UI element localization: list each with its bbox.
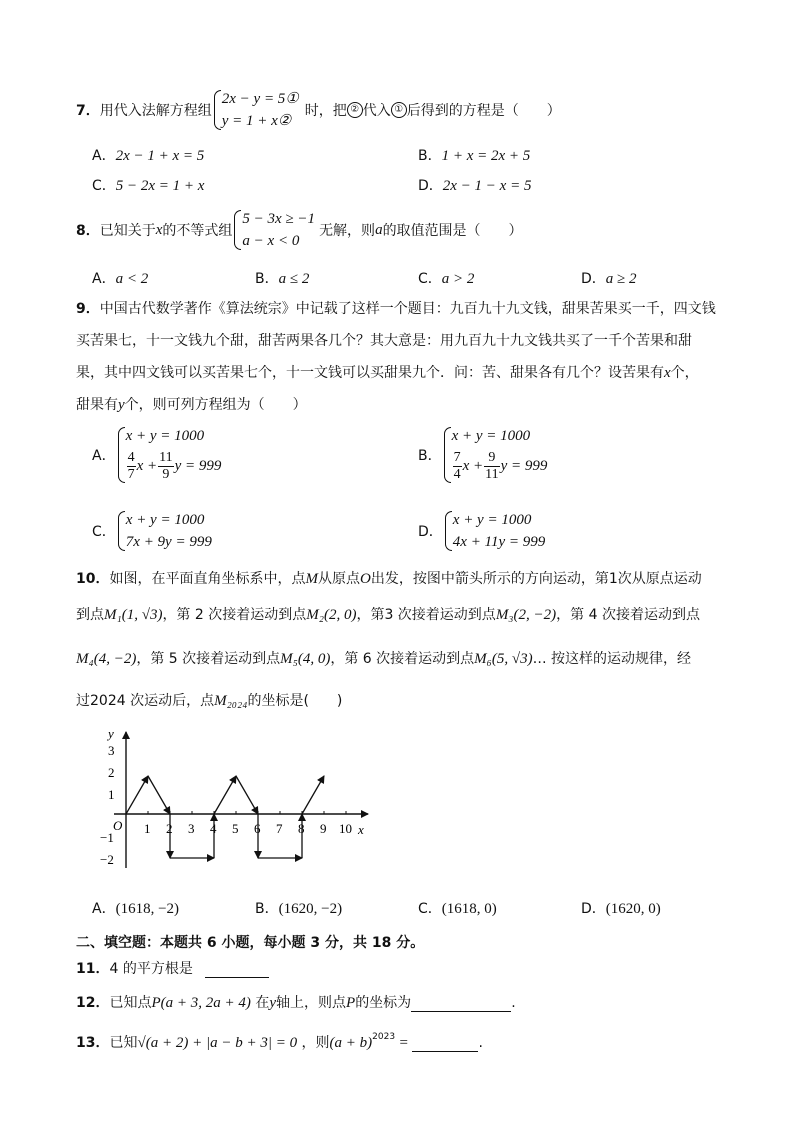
q13-number: 13． (76, 1035, 110, 1051)
x-tick-6: 6 (254, 821, 261, 836)
q8-stem-a: 已知关于 (99, 223, 156, 239)
q10-line2 (76, 604, 700, 624)
x-tick-5: 5 (232, 821, 239, 836)
q9-option-a-label: A． (92, 448, 116, 464)
q7-option-b-text: 1 + x = 2x + 5 (441, 148, 531, 164)
q10-l3-b: ，第 6 次接着运动到点 (330, 651, 475, 667)
q9-b-frac1-den: 4 (453, 467, 461, 483)
q13-a: 已知 (109, 1035, 138, 1051)
q7-stem-d: 后得到的方程是（ ） (406, 103, 561, 119)
q9-number: 9． (76, 301, 100, 317)
x-tick-10: 10 (339, 821, 352, 836)
q9-option-b-eq2 (452, 447, 548, 485)
origin-label: O (113, 818, 123, 833)
q9-option-b-label: B． (418, 448, 442, 464)
q9-a-frac2-num: 11 (159, 450, 173, 466)
q8-option-a[interactable] (92, 268, 148, 288)
q7-circle-1: ① (391, 102, 407, 118)
q10-number: 10． (76, 571, 110, 587)
q10-option-b-label: B． (255, 901, 279, 917)
q9-option-c-eq2: 7x + 9y = 999 (125, 534, 212, 550)
q10-option-c-label: C． (418, 901, 442, 917)
q7-stem-a: 用代入法解方程组 (99, 103, 212, 119)
q7-option-a-text: 2x − 1 + x = 5 (115, 148, 205, 164)
q10-coordinate-graph (96, 722, 386, 882)
q11-text: 4 的平方根是 (109, 961, 193, 977)
q11-number: 11． (76, 961, 110, 977)
q8-var-a: a (375, 221, 383, 238)
q10-M2: M₂(2, 0) (306, 607, 357, 623)
q8-var-x: x (155, 221, 163, 238)
q9-line4 (76, 389, 756, 421)
q10-l1-c: 出发，按图中箭头所示的方向运动，第1次从原点运动 (370, 571, 702, 587)
q8-option-a-text: a < 2 (115, 271, 149, 287)
q9-option-c-eq1: x + y = 1000 (125, 512, 205, 528)
q13-b: ，则 (301, 1035, 330, 1051)
q12-point-P: P(a + 3, 2a + 4) (151, 995, 251, 1011)
q10-option-b-text: (1620, −2) (278, 901, 343, 917)
q9-a-mid: x + (136, 458, 158, 474)
q8-ineq2: a − x < 0 (242, 233, 300, 249)
q9-a-frac2-den: 9 (162, 467, 170, 483)
q9-b-frac1-num: 7 (453, 450, 461, 466)
q10-l4-a: 过2024 次运动后，点 (76, 693, 215, 709)
q10-option-c-text: (1618, 0) (441, 901, 497, 917)
q9-a-frac1-num: 4 (127, 450, 135, 466)
q10-line3 (76, 648, 691, 668)
q10-l1-b: 从原点 (317, 571, 360, 587)
y-tick-1: 1 (108, 787, 115, 802)
q8-option-b-label: B． (255, 271, 279, 287)
movement-path (126, 776, 324, 858)
q13-expression2: (a + b) (329, 1035, 373, 1051)
x-tick-2: 2 (166, 821, 173, 836)
q10-option-a[interactable] (92, 898, 179, 918)
q8-ineq1: 5 − 3x ≥ −1 (242, 211, 316, 227)
section-heading-fill-in: 二、填空题：本题共 6 小题，每小题 3 分，共 18 分。 (76, 935, 425, 951)
q9-text (76, 293, 756, 421)
q9-line3 (76, 357, 756, 389)
q9-option-a-eq1: x + y = 1000 (125, 428, 205, 444)
q8-option-b[interactable] (255, 268, 309, 288)
q9-option-c-system (116, 509, 212, 553)
q7-option-c-text: 5 − 2x = 1 + x (115, 178, 205, 194)
q10-l2-c: ，第3 次接着运动到点 (356, 607, 496, 623)
q9-option-a-eq2 (126, 447, 222, 485)
q8-option-d-label: D． (581, 271, 606, 287)
q13-equals: = (399, 1035, 408, 1051)
q7-option-c-label: C． (92, 178, 116, 194)
q13-answer-blank[interactable] (412, 1051, 478, 1052)
q8-option-b-text: a ≤ 2 (278, 271, 310, 287)
q9-option-c-label: C． (92, 524, 116, 540)
q12-P: P (346, 995, 356, 1011)
q10-l2-d: ，第 4 次接着运动到点 (556, 607, 700, 623)
q7-option-b-label: B． (418, 148, 442, 164)
q10-M2024: M₂₀₂₄ (214, 693, 248, 709)
q9-option-d[interactable] (418, 509, 545, 553)
q12-var-y: y (269, 995, 277, 1011)
q7-option-c[interactable] (92, 175, 204, 195)
q9-option-b-frac1 (453, 450, 462, 483)
q9-option-a-frac2 (158, 450, 173, 483)
q7-option-d-text: 2x − 1 − x = 5 (442, 178, 532, 194)
q9-b-frac2-num: 9 (484, 450, 499, 467)
q8-option-c[interactable] (418, 268, 474, 288)
q10-option-d[interactable] (581, 898, 661, 918)
q9-b-mid: x + (462, 458, 484, 474)
q13-expression: √(a + 2) + |a − b + 3| = 0 (137, 1035, 298, 1051)
x-tick-4: 4 (210, 821, 217, 836)
q7-number: 7． (76, 103, 100, 119)
q10-option-d-text: (1620, 0) (605, 901, 661, 917)
q8-option-d[interactable] (581, 268, 637, 288)
q10-option-a-text: (1618, −2) (115, 901, 180, 917)
q7-eq2: y = 1 + x② (221, 113, 292, 129)
q8-option-c-label: C． (418, 271, 442, 287)
q7-stem-c: 代入 (362, 103, 391, 119)
q10-option-b[interactable] (255, 898, 342, 918)
q7-option-b[interactable] (418, 145, 530, 165)
q9-option-b[interactable] (418, 425, 547, 485)
q9-option-c[interactable] (92, 509, 212, 553)
q10-option-a-label: A． (92, 901, 116, 917)
x-tick-3: 3 (188, 821, 195, 836)
q10-M: M (305, 571, 318, 587)
q10-l3-a: ，第 5 次接着运动到点 (136, 651, 281, 667)
q12-c: 轴上，则点 (276, 995, 347, 1011)
q7-stem-b: 时，把 (304, 103, 347, 119)
q9-a-frac1-den: 7 (127, 467, 135, 483)
q7-option-d[interactable] (418, 175, 531, 195)
y-tick-2: 2 (108, 765, 115, 780)
q10-M1: M₁(1, √3) (104, 607, 163, 623)
y-tick-neg1: −1 (100, 830, 114, 845)
q8-stem-c: 无解，则 (319, 223, 376, 239)
q7-eq1: 2x − y = 5① (221, 91, 299, 107)
q10-line1 (76, 568, 702, 588)
q9-b-frac2-den: 11 (485, 467, 499, 483)
q9-option-a[interactable] (92, 425, 221, 485)
q13-end: . (478, 1035, 483, 1051)
q9-line1-text: 中国古代数学著作《算法统宗》中记载了这样一个题目：九百九十九文钱，甜果苦果买一千，四文钱 (99, 301, 716, 317)
q9-line4-a: 甜果有 (76, 397, 118, 413)
y-tick-3: 3 (108, 743, 115, 758)
q10-l4-b: 的坐标是( ) (247, 693, 343, 709)
q10-option-d-label: D． (581, 901, 606, 917)
q7-option-a[interactable] (92, 145, 204, 165)
q10-M4: M₄(4, −2) (76, 651, 137, 667)
q10-O: O (359, 571, 371, 587)
q13-exponent: 2023 (372, 1032, 396, 1042)
q12 (76, 992, 516, 1012)
q9-line2: 买苦果七，十一文钱九个甜，甜苦两果各几个？其大意是：用九百九十九文钱共买了一千个苦果和甜 (76, 333, 692, 349)
y-tick-neg2: −2 (100, 852, 114, 867)
x-tick-8: 8 (298, 821, 305, 836)
q10-l2-a: 到点 (76, 607, 104, 623)
q7-option-a-label: A． (92, 148, 116, 164)
q9-option-b-system (442, 425, 548, 485)
q12-number: 12． (76, 995, 110, 1011)
q7-equation-system (212, 88, 299, 132)
q9-line3-text: 果，其中四文钱可以买苦果七个，十一文钱可以买甜果九个．问：苦、甜果各有几个？设苦果有 (76, 365, 664, 381)
q11 (76, 958, 269, 978)
x-tick-7: 7 (276, 821, 283, 836)
q9-option-d-eq2: 4x + 11y = 999 (452, 534, 546, 550)
y-ticks (100, 743, 115, 867)
x-ticks (144, 811, 352, 836)
q8-option-a-label: A． (92, 271, 116, 287)
q9-line1 (76, 293, 756, 325)
q9-option-b-frac2 (484, 450, 499, 483)
q9-option-a-frac1 (127, 450, 136, 483)
q10-M3: M₃(2, −2) (495, 607, 557, 623)
q9-option-d-eq1: x + y = 1000 (452, 512, 532, 528)
q9-b-end: y = 999 (500, 458, 548, 474)
q10-line4 (76, 690, 342, 710)
q10-l3-c: … 按这样的运动规律，经 (532, 651, 692, 667)
q10-M5: M₅(4, 0) (280, 651, 331, 667)
q9-a-end: y = 999 (174, 458, 222, 474)
q8-option-c-text: a > 2 (441, 271, 475, 287)
q9-line3-end: 个， (670, 365, 699, 381)
q7-stem (76, 88, 561, 132)
x-tick-1: 1 (144, 821, 151, 836)
q8-number: 8． (76, 223, 100, 239)
q12-d: 的坐标为 (355, 995, 412, 1011)
q9-option-a-system (116, 425, 222, 485)
q9-var-y: y (118, 397, 125, 413)
q12-a: 已知点 (109, 995, 152, 1011)
x-tick-9: 9 (320, 821, 327, 836)
q12-end: . (511, 995, 516, 1011)
q9-option-d-system (443, 509, 545, 553)
q7-option-d-label: D． (418, 178, 443, 194)
q9-line4-b: 个，则可列方程组为（ ） (124, 397, 307, 413)
q13 (76, 1032, 483, 1052)
q12-b: 在 (255, 995, 270, 1011)
q9-option-b-eq1: x + y = 1000 (451, 428, 531, 444)
q9-var-x: x (664, 365, 671, 381)
q8-inequality-system (232, 208, 315, 252)
q8-stem-b: 的不等式组 (162, 223, 233, 239)
q9-option-d-label: D． (418, 524, 443, 540)
q12-answer-blank[interactable] (411, 1011, 511, 1012)
q10-option-c[interactable] (418, 898, 497, 918)
q11-answer-blank[interactable] (205, 977, 269, 978)
q10-l1-a: 如图，在平面直角坐标系中，点 (109, 571, 306, 587)
q10-l2-b: ，第 2 次接着运动到点 (162, 607, 307, 623)
q7-circle-2: ② (347, 102, 363, 118)
y-axis-label: y (108, 726, 114, 741)
q8-stem (76, 208, 523, 252)
x-axis-label: x (358, 822, 364, 837)
q10-M6: M₆(5, √3) (474, 651, 533, 667)
q8-option-d-text: a ≥ 2 (605, 271, 637, 287)
q8-stem-d: 的取值范围是（ ） (382, 223, 523, 239)
